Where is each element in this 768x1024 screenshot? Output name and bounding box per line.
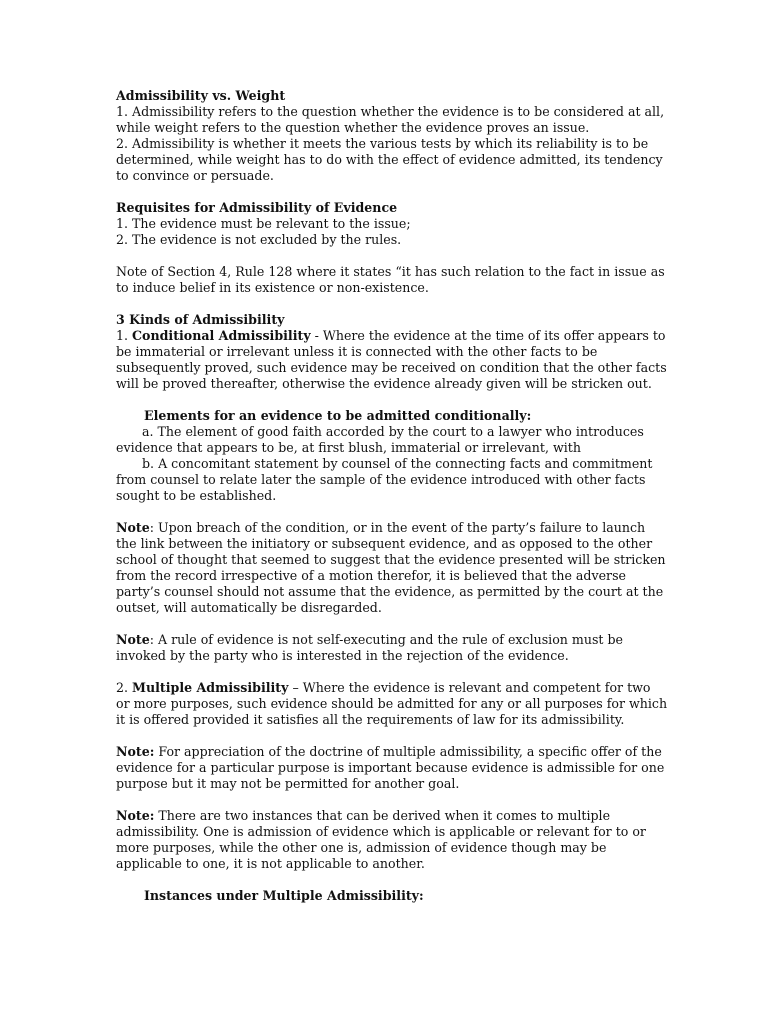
spacer — [116, 792, 668, 808]
note-text: : Upon breach of the condition, or in the event of the party’s failure to launch the link between the initiatory or subsequent evidence, and as opposed to the other school of thought that seemed to suggest that the evidence presented will be stricken from the record irrespective of a motion therefor, it is believed that the adverse party’s counsel should not assume that the evidence, as permitted by the court at the outset, will automatically be disregarded. — [116, 520, 666, 615]
note-text: For appreciation of the doctrine of multiple admissibility, a specific offer of the evidence for a particular purpose is important because evidence is admissible for one purpose but it may not be permitted for another goal. — [116, 744, 665, 791]
note-label: Note — [116, 632, 150, 647]
spacer — [116, 392, 668, 408]
item-number: 1. — [116, 328, 133, 343]
note-paragraph-4 — [116, 808, 668, 872]
spacer — [116, 872, 668, 888]
spacer — [116, 184, 668, 200]
note-text: : A rule of evidence is not self-executing and the rule of exclusion must be invoked by the party who is interested in the rejection of the evidence. — [116, 632, 623, 663]
section-heading-kinds-of-admissibility: 3 Kinds of Admissibility — [116, 312, 285, 327]
requisite-item-1: 1. The evidence must be relevant to the issue; — [116, 216, 411, 231]
spacer — [116, 296, 668, 312]
note-label: Note: — [116, 808, 155, 823]
conditional-admissibility-paragraph — [116, 328, 668, 392]
note-label: Note: — [116, 744, 155, 759]
element-a: a. The element of good faith accorded by the court to a lawyer who introduces evidence that appears to be, at first blush, immaterial or irrelevant, with — [116, 424, 644, 455]
section-heading-requisites: Requisites for Admissibility of Evidence — [116, 200, 398, 215]
spacer — [116, 728, 668, 744]
spacer — [116, 664, 668, 680]
spacer — [116, 248, 668, 264]
spacer — [116, 504, 668, 520]
multiple-admissibility-paragraph — [116, 680, 668, 728]
note-text: There are two instances that can be derived when it comes to multiple admissibility. One is admission of evidence which is applicable or relevant for to or more purposes, while the other one is, admission of evidence though may be applicable to one, it is not applicable to another. — [116, 808, 646, 871]
spacer — [116, 616, 668, 632]
paragraph-admissibility-1: 1. Admissibility refers to the question whether the evidence is to be considered at all, while weight refers to the question whether the evidence proves an issue. — [116, 104, 665, 135]
note-section-4-rule-128: Note of Section 4, Rule 128 where it states “it has such relation to the fact in issue as to induce belief in its existence or non-existence. — [116, 264, 665, 295]
requisite-item-2: 2. The evidence is not excluded by the rules. — [116, 232, 402, 247]
note-paragraph-1 — [116, 520, 668, 616]
note-paragraph-2 — [116, 632, 668, 664]
instances-heading: Instances under Multiple Admissibility: — [144, 888, 424, 903]
conditional-admissibility-text: - Where the evidence at the time of its offer appears to be immaterial or irrelevant unless it is connected with the other facts to be subsequently proved, such evidence may be received on condition that the other facts will be proved thereafter, otherwise the evidence already given will be stricken out. — [116, 328, 667, 391]
section-heading-admissibility-vs-weight: Admissibility vs. Weight — [116, 88, 286, 103]
multiple-admissibility-term: Multiple Admissibility — [132, 680, 289, 695]
note-paragraph-3 — [116, 744, 668, 792]
conditional-admissibility-term: Conditional Admissibility — [132, 328, 311, 343]
element-b: b. A concomitant statement by counsel of the connecting facts and commitment from counsel to relate later the sample of the evidence introduced with other facts sought to be established. — [116, 456, 653, 503]
paragraph-admissibility-2: 2. Admissibility is whether it meets the various tests by which its reliability is to be determined, while weight has to do with the effect of evidence admitted, its tendency to convince or persuade. — [116, 136, 663, 183]
multiple-admissibility-text: – Where the evidence is relevant and competent for two or more purposes, such evidence should be admitted for any or all purposes for which it is offered provided it satisfies all the requirements of law for its admissibility. — [116, 680, 668, 727]
elements-heading: Elements for an evidence to be admitted conditionally: — [144, 408, 532, 423]
note-label: Note — [116, 520, 150, 535]
item-number: 2. — [116, 680, 133, 695]
